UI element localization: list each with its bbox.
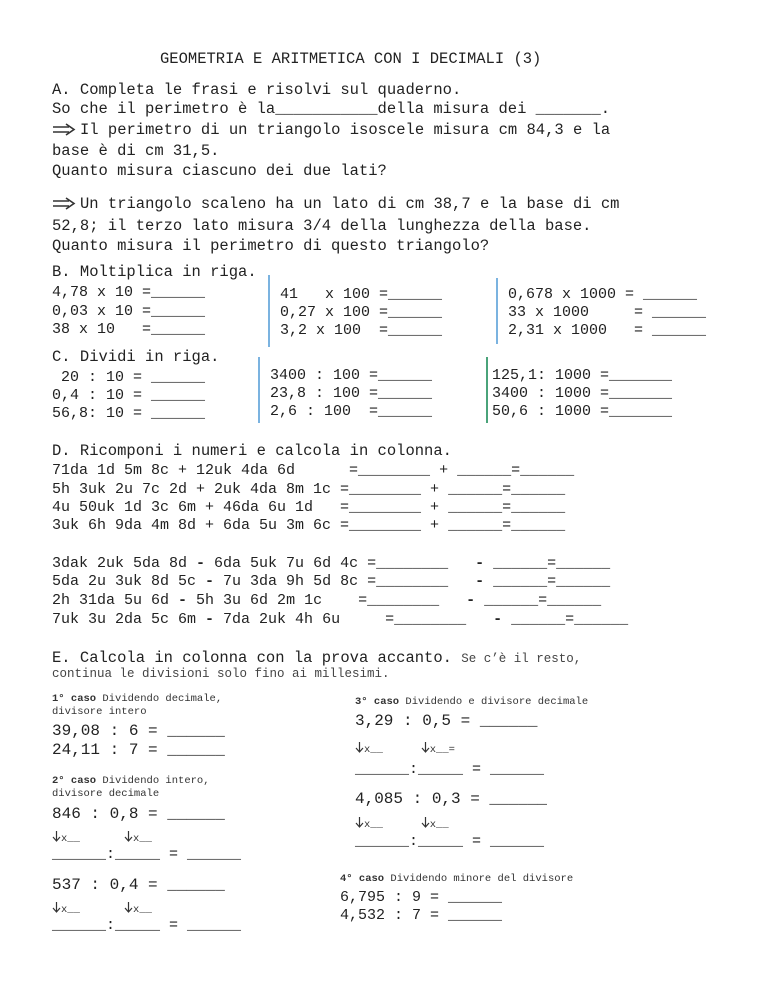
proof-markers — [355, 817, 449, 832]
case-2-desc: Dividendo intero, — [102, 775, 210, 787]
proof-multiplier: x__ — [364, 819, 383, 831]
sub-part-a: 3dak 2uk 5da 8d — [52, 555, 197, 572]
sub-part-c: ______=______ — [475, 592, 602, 609]
section-e-note-2: continua le divisioni solo fino ai millesimi. — [52, 667, 390, 681]
sub-part-b: 7da 2uk 4h 6u =________ — [214, 611, 476, 628]
c-col1-row1: 20 : 10 = ______ — [52, 369, 206, 386]
section-e-title: E. Calcola in colonna con la prova accanto. — [52, 649, 452, 667]
case-1-op: 24,11 : 7 = ______ — [52, 741, 225, 759]
b-col3-row1: 0,678 x 1000 = ______ — [508, 286, 698, 303]
problem-1-line-3: Quanto misura ciascuno dei due lati? — [52, 162, 387, 180]
proof-markers — [355, 742, 455, 757]
section-e-note: Se c’è il resto, — [461, 652, 582, 666]
sub-part-c: ______=______ — [502, 611, 629, 628]
d-sub-row — [52, 554, 610, 574]
section-a-heading: A. Completa le frasi e risolvi sul quaderno. — [52, 81, 462, 99]
sub-part-b: 6da 5uk 7u 6d 4c =________ — [205, 555, 458, 572]
divider-line — [258, 357, 260, 423]
down-arrow-icon — [421, 817, 430, 828]
proof-multiplier: x__ — [133, 833, 152, 845]
case-2-op: 846 : 0,8 = ______ — [52, 805, 225, 823]
proof-line: ______:_____ = ______ — [355, 833, 545, 850]
proof-line: ______:_____ = ______ — [52, 917, 242, 934]
down-arrow-icon — [52, 831, 61, 842]
sub-part-a: 2h 31da 5u 6d — [52, 592, 179, 609]
proof-multiplier: x__= — [429, 744, 455, 756]
c-col3-row2: 3400 : 1000 =_______ — [492, 385, 673, 402]
case-4-desc: Dividendo minore del divisore — [390, 873, 574, 885]
right-arrow-icon — [52, 123, 78, 137]
c-col3-row3: 50,6 : 1000 =_______ — [492, 403, 673, 420]
case-3-desc: Dividendo e divisore decimale — [405, 696, 589, 708]
problem-2-line-2: 52,8; il terzo lato misura 3/4 della lunghezza della base. — [52, 217, 592, 235]
down-arrow-icon — [421, 742, 430, 753]
case-3-op: 3,29 : 0,5 = ______ — [355, 712, 538, 730]
case-3-label — [355, 696, 588, 709]
case-2-title: 2° caso — [52, 775, 97, 787]
b-col2-row2: 0,27 x 100 =______ — [280, 304, 443, 321]
d-add-row: 3uk 6h 9da 4m 8d + 6da 5u 3m 6c =________ + ______=______ — [52, 517, 566, 534]
case-4-op: 6,795 : 9 = ______ — [340, 889, 503, 906]
section-d-heading: D. Ricomponi i numeri e calcola in colonna. — [52, 442, 452, 460]
down-arrow-icon — [124, 902, 133, 913]
case-3-op: 4,085 : 0,3 = ______ — [355, 790, 548, 808]
problem-1-line-2: base è di cm 31,5. — [52, 142, 220, 160]
d-sub-row — [52, 591, 601, 611]
c-col2-row3: 2,6 : 100 =______ — [270, 403, 433, 420]
minus-sign: - — [205, 611, 215, 628]
minus-sign: - — [493, 611, 503, 628]
b-col1-row3: 38 x 10 =______ — [52, 321, 206, 338]
down-arrow-icon — [355, 742, 364, 753]
down-arrow-icon — [355, 817, 364, 828]
right-arrow-icon — [52, 197, 78, 211]
divider-line — [496, 278, 498, 344]
section-b-heading: B. Moltiplica in riga. — [52, 263, 257, 281]
case-4-title: 4° caso — [340, 873, 385, 885]
section-e-heading — [52, 648, 581, 668]
case-1-op: 39,08 : 6 = ______ — [52, 722, 225, 740]
sub-part-a: 7uk 3u 2da 5c 6m — [52, 611, 206, 628]
proof-markers — [52, 902, 152, 917]
d-sub-row — [52, 572, 610, 592]
b-col1-row2: 0,03 x 10 =______ — [52, 303, 206, 320]
case-2-desc-2: divisore decimale — [52, 788, 160, 800]
b-col2-row3: 3,2 x 100 =______ — [280, 322, 443, 339]
section-a-sentence: So che il perimetro è la___________della misura dei _______. — [52, 100, 611, 118]
b-col1-row1: 4,78 x 10 =______ — [52, 284, 206, 301]
case-4-op: 4,532 : 7 = ______ — [340, 907, 503, 924]
d-add-row: 4u 50uk 1d 3c 6m + 46da 6u 1d =________ + ______=______ — [52, 499, 566, 516]
minus-sign: - — [178, 592, 188, 609]
problem-2-line-1 — [52, 194, 620, 214]
divider-line — [268, 275, 270, 347]
c-col1-row2: 0,4 : 10 = ______ — [52, 387, 206, 404]
problem-2-text-1: Un triangolo scaleno ha un lato di cm 38,7 e la base di cm — [80, 195, 620, 213]
b-col3-row3: 2,31 x 1000 = ______ — [508, 322, 707, 339]
divider-line — [486, 357, 488, 423]
d-add-row: 5h 3uk 2u 7c 2d + 2uk 4da 8m 1c =________ + ______=______ — [52, 481, 566, 498]
proof-line: ______:_____ = ______ — [52, 846, 242, 863]
minus-sign: - — [196, 555, 206, 572]
b-col2-row1: 41 x 100 =______ — [280, 286, 443, 303]
problem-1-text-1: Il perimetro di un triangolo isoscele misura cm 84,3 e la — [80, 121, 611, 139]
c-col2-row1: 3400 : 100 =______ — [270, 367, 433, 384]
sub-part-b: 5h 3u 6d 2m 1c =________ — [187, 592, 449, 609]
section-c-heading: C. Dividi in riga. — [52, 348, 220, 366]
down-arrow-icon — [124, 831, 133, 842]
case-1-label — [52, 693, 222, 706]
down-arrow-icon — [52, 902, 61, 913]
b-col3-row2: 33 x 1000 = ______ — [508, 304, 707, 321]
case-4-label — [340, 873, 573, 886]
d-sub-row — [52, 610, 628, 630]
problem-2-line-3: Quanto misura il perimetro di questo triangolo? — [52, 237, 490, 255]
proof-multiplier: x__ — [61, 833, 80, 845]
proof-multiplier: x__ — [133, 904, 152, 916]
proof-multiplier: x__ — [429, 819, 449, 831]
proof-line: ______:_____ = ______ — [355, 761, 545, 778]
case-2-label — [52, 775, 210, 788]
case-2-op: 537 : 0,4 = ______ — [52, 876, 225, 894]
c-col2-row2: 23,8 : 100 =______ — [270, 385, 433, 402]
proof-multiplier: x__ — [61, 904, 80, 916]
proof-markers — [52, 831, 152, 846]
case-3-title: 3° caso — [355, 696, 400, 708]
minus-sign: - — [466, 592, 476, 609]
sub-part-c: ______=______ — [484, 555, 611, 572]
sub-part-c: ______=______ — [484, 573, 611, 590]
c-col3-row1: 125,1: 1000 =_______ — [492, 367, 673, 384]
page-title: GEOMETRIA E ARITMETICA CON I DECIMALI (3) — [160, 50, 542, 68]
sub-part-b: 7u 3da 9h 5d 8c =________ — [214, 573, 458, 590]
case-1-title: 1° caso — [52, 693, 97, 705]
case-1-desc: Dividendo decimale, — [102, 693, 223, 705]
minus-sign: - — [475, 573, 485, 590]
sub-part-a: 5da 2u 3uk 8d 5c — [52, 573, 206, 590]
case-1-desc-2: divisore intero — [52, 706, 147, 718]
problem-1-line-1 — [52, 120, 610, 140]
minus-sign: - — [205, 573, 215, 590]
minus-sign: - — [475, 555, 485, 572]
proof-multiplier: x__ — [364, 744, 383, 756]
d-add-row: 71da 1d 5m 8c + 12uk 4da 6d =________ + ______=______ — [52, 462, 575, 479]
c-col1-row3: 56,8: 10 = ______ — [52, 405, 206, 422]
